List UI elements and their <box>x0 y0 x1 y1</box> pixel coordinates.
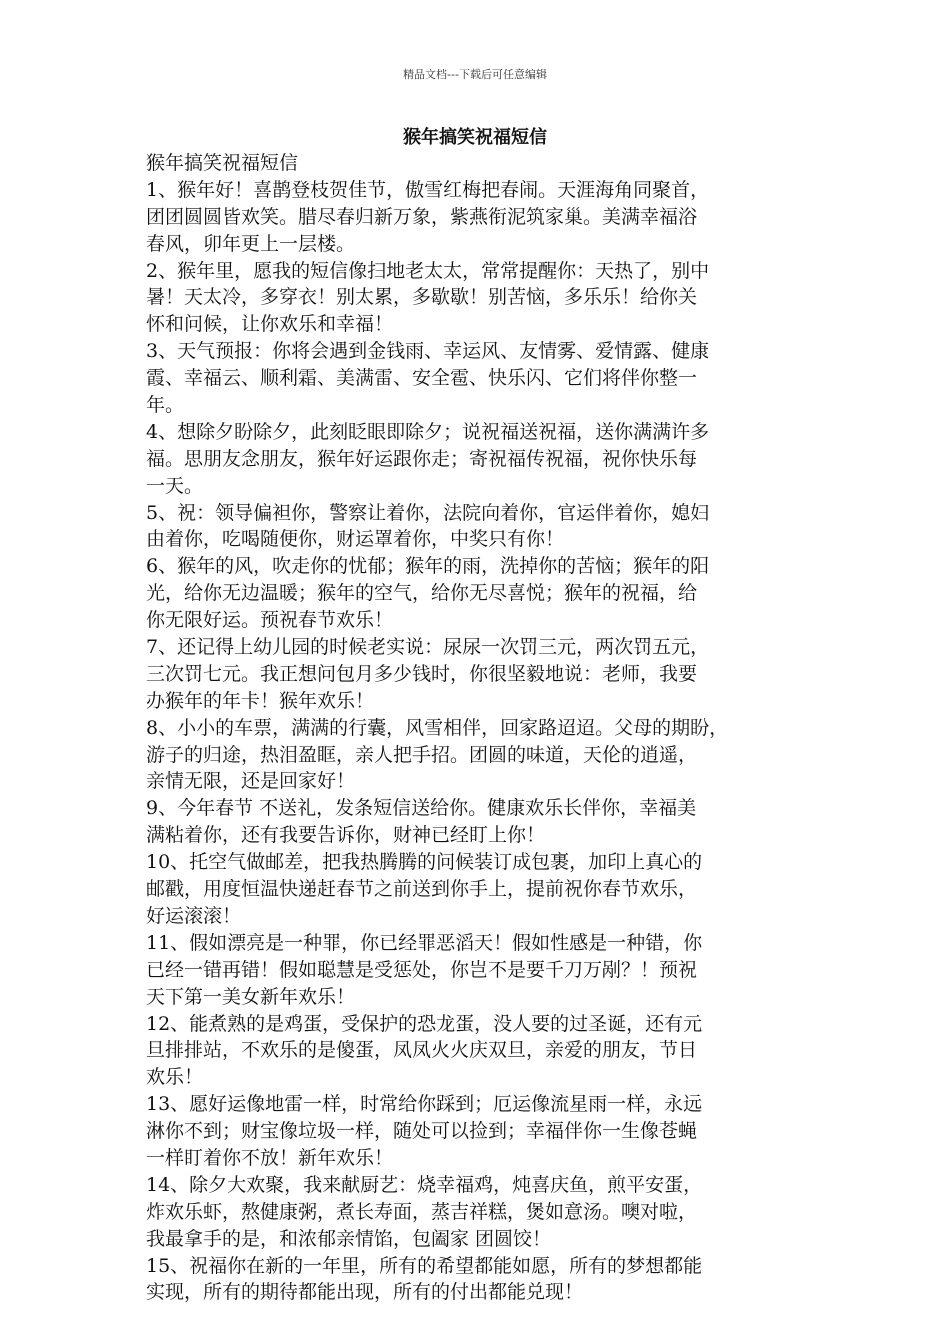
body-text-line: 办猴年的年卡！猴年欢乐！ <box>146 689 375 712</box>
body-text-line: 邮戳，用度恒温快递赶春节之前送到你手上，提前祝你春节欢乐， <box>146 878 698 901</box>
body-text-line: 霞、幸福云、顺利霜、美满雷、安全雹、快乐闪、它们将伴你整一 <box>146 367 698 390</box>
body-text-line: 1、猴年好！喜鹊登枝贺佳节，傲雪红梅把春闹。天涯海角同聚首， <box>146 178 710 201</box>
body-text-line: 13、愿好运像地雷一样，时常给你踩到；厄运像流星雨一样，永远 <box>146 1093 703 1116</box>
body-text-line: 9、今年春节 不送礼，发条短信送给你。健康欢乐长伴你，幸福美 <box>146 797 697 820</box>
body-text-line: 10、托空气做邮差，把我热腾腾的问候装订成包裹，加印上真心的 <box>146 851 703 874</box>
body-text-line: 一样盯着你不放！新年欢乐！ <box>146 1146 394 1169</box>
body-text-line: 福。思朋友念朋友，猴年好运跟你走；寄祝福传祝福，祝你快乐每 <box>146 447 698 470</box>
body-text-line: 你无限好运。预祝春节欢乐！ <box>146 609 394 632</box>
body-text-line: 2、猴年里，愿我的短信像扫地老太太，常常提醒你：天热了，别中 <box>146 259 710 282</box>
body-text-line: 6、猴年的风，吹走你的忧郁；猴年的雨，洗掉你的苦恼；猴年的阳 <box>146 555 710 578</box>
body-text-line: 14、除夕大欢聚，我来献厨艺：烧幸福鸡，炖喜庆鱼，煎平安蛋， <box>146 1173 703 1196</box>
body-text-line: 怀和问候，让你欢乐和幸福！ <box>146 313 394 336</box>
document-title: 猴年搞笑祝福短信 <box>403 127 547 148</box>
body-text-line: 炸欢乐虾，熬健康粥，煮长寿面，蒸吉祥糕，煲如意汤。噢对啦， <box>146 1200 698 1223</box>
body-text-line: 天下第一美女新年欢乐！ <box>146 985 356 1008</box>
body-text-line: 15、祝福你在新的一年里，所有的希望都能如愿，所有的梦想都能 <box>146 1254 703 1277</box>
body-text-line: 旦排排站，不欢乐的是傻蛋，凤凤火火庆双旦，亲爱的朋友，节日 <box>146 1039 698 1062</box>
body-text-line: 满粘着你，还有我要告诉你，财神已经盯上你！ <box>146 824 546 847</box>
body-text-line: 11、假如漂亮是一种罪，你已经罪恶滔天！假如性感是一种错，你 <box>146 931 703 954</box>
body-text-line: 游子的归途，热泪盈眶，亲人把手招。团圆的味道，天伦的逍遥， <box>146 743 698 766</box>
document-body <box>146 150 816 1306</box>
body-text-line: 我最拿手的是，和浓郁亲情馅，包阖家 团圆饺！ <box>146 1227 552 1250</box>
body-text-line: 年。 <box>146 394 185 417</box>
body-text-line: 淋你不到；财宝像垃圾一样，随处可以捡到；幸福伴你一生像苍蝇 <box>146 1120 698 1143</box>
body-text-line: 光，给你无边温暖；猴年的空气，给你无尽喜悦；猴年的祝福，给 <box>146 582 698 605</box>
body-text-line: 春风，卯年更上一层楼。 <box>146 232 356 255</box>
body-text-line: 5、祝：领导偏袒你，警察让着你，法院向着你，官运伴着你，媳妇 <box>146 501 710 524</box>
body-text-line: 三次罚七元。我正想问包月多少钱时，你很坚毅地说：老师，我要 <box>146 662 698 685</box>
body-text-line: 3、天气预报：你将会遇到金钱雨、幸运风、友情雾、爱情露、健康 <box>146 340 710 363</box>
body-text-line: 亲情无限，还是回家好！ <box>146 770 356 793</box>
page-header-note: 精品文档---下载后可任意编辑 <box>403 68 547 81</box>
body-text-line: 7、还记得上幼儿园的时候老实说：尿尿一次罚三元，两次罚五元， <box>146 636 710 659</box>
body-text-line: 4、想除夕盼除夕，此刻眨眼即除夕；说祝福送祝福，送你满满许多 <box>146 420 710 443</box>
body-text-line: 8、小小的车票，满满的行囊，风雪相伴，回家路迢迢。父母的期盼， <box>146 716 729 739</box>
body-text-line: 12、能煮熟的是鸡蛋，受保护的恐龙蛋，没人要的过圣诞，还有元 <box>146 1012 703 1035</box>
body-text-line: 实现，所有的期待都能出现，所有的付出都能兑现！ <box>146 1281 584 1304</box>
body-subtitle: 猴年搞笑祝福短信 <box>146 152 299 174</box>
body-text-line: 已经一错再错！假如聪慧是受惩处，你岂不是要千刀万剐？！预祝 <box>146 958 698 981</box>
body-text-line: 欢乐！ <box>146 1066 204 1089</box>
body-text-line: 暑！天太冷，多穿衣！别太累，多歇歇！别苦恼，多乐乐！给你关 <box>146 286 698 309</box>
body-text-line: 由着你，吃喝随便你，财运罩着你，中奖只有你！ <box>146 528 565 551</box>
body-text-line: 团团圆圆皆欢笑。腊尽春归新万象，紫燕衔泥筑家巢。美满幸福浴 <box>146 205 698 228</box>
body-text-line: 一天。 <box>146 474 204 497</box>
body-text-line: 好运滚滚！ <box>146 904 242 927</box>
